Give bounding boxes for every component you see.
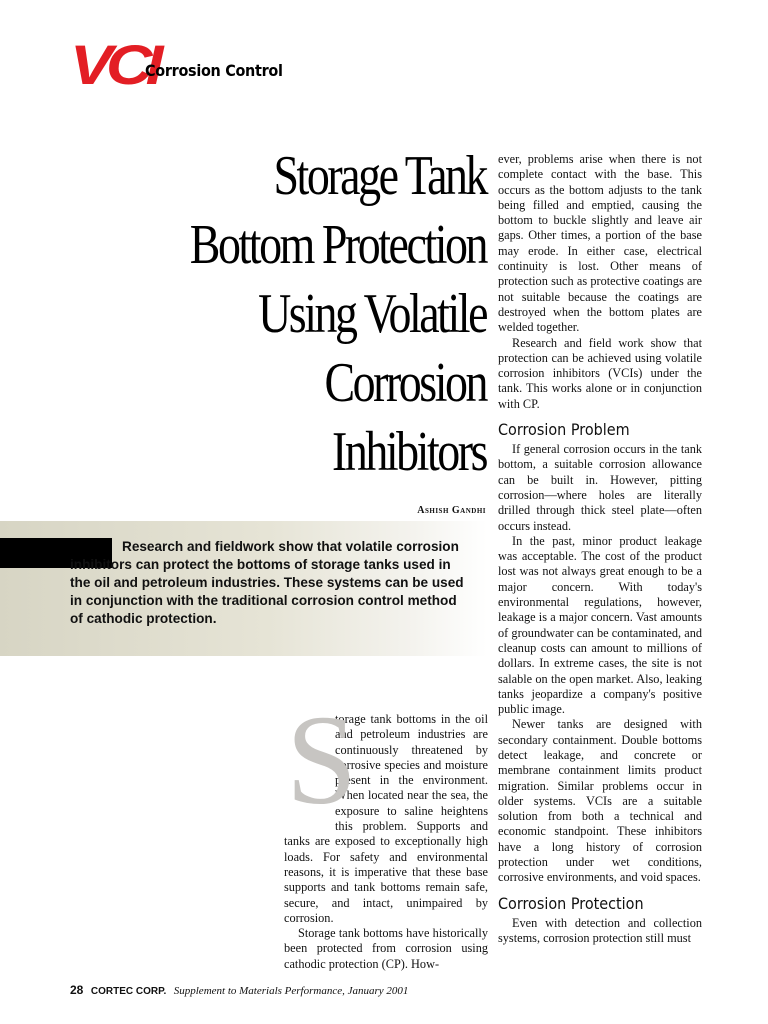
page-number: 28 [70, 983, 84, 997]
paragraph: torage tank bottoms in the oil and petroleum industries are continuously threatened by corrosive species and moisture present in the environment. When located near the sea, the exposure to saline heightens this problem. Supports and tanks are exposed to exceptionally high loads. For safety and environmental reasons, it is imperative that these base supports and tank bottoms remain safe, secure, and intact, unimpaired by corrosion. [284, 712, 488, 925]
footer-publication: Supplement to Materials Performance, January 2001 [173, 985, 409, 997]
title-line: Using Volatile [258, 283, 486, 345]
title-line: Storage Tank [273, 145, 486, 207]
author-byline: Ashish Gandhi [417, 505, 486, 516]
abstract [70, 538, 470, 628]
vci-logo [70, 40, 290, 90]
logo-letters: VCI [70, 40, 157, 90]
section-heading: Corrosion Protection [498, 893, 644, 913]
paragraph: Research and field work show that protection can be achieved using volatile corrosion inhibitors (VCIs) under the tank. This works alone or in conjunction with CP. [498, 335, 702, 411]
logo-subtitle: Corrosion Control [145, 61, 283, 80]
drop-cap: S [286, 689, 358, 831]
title-line: Bottom Protection [189, 214, 486, 276]
title-line: Corrosion [324, 352, 486, 414]
paragraph: Newer tanks are designed with secondary containment. Double bottoms detect leakage, and concrete or membrane containment limits product migration. Similar problems occur in older systems. VCIs are a suitable solution from both a technical and economic standpoint. These inhibitors have a long history of corrosion protection under wet conditions, corrosive environments, and void spaces. [498, 717, 702, 885]
paragraph: In the past, minor product leakage was acceptable. The cost of the product lost was not always great enough to be a major concern. With today's environmental regulations, however, leakage is a major concern. Vast amounts of groundwater can be contaminated, and cleanup costs can amount to millions of dollars. In extreme cases, the site is not salable on the open market. Also, leaking tanks jeopardize a company's positive public image. [498, 533, 702, 717]
article-title [158, 142, 486, 487]
paragraph: If general corrosion occurs in the tank bottom, a suitable corrosion allowance can be built in. However, pitting corrosion—where holes are literally drilled through thick steel plate—often occurs instead. [498, 442, 702, 533]
paragraph: Even with detection and collection systems, corrosion protection still must [498, 915, 702, 945]
page-footer [70, 983, 408, 997]
paragraph: Storage tank bottoms have historically been protected from corrosion using cathodic protection (CP). How- [284, 926, 488, 971]
abstract-text: Research and fieldwork show that volatile corrosion inhibitors can protect the bottoms of storage tanks used in the oil and petroleum industries. These systems can be used in conjunction with the traditional corrosion control method of cathodic protection. [70, 539, 464, 626]
column-2 [498, 152, 702, 946]
footer-company: CORTEC CORP. [90, 986, 167, 997]
section-heading: Corrosion Problem [498, 420, 630, 440]
paragraph: ever, problems arise when there is not complete contact with the base. This occurs as the bottom adjusts to the tank being filled and emptied, causing the bottom to buckle slightly and leave air gaps. Other times, a portion of the base may erode. In either case, electrical continuity is lost. Other means of protection such as protective coatings are not suitable because the coatings are destroyed when the bottom plates are welded together. [498, 152, 702, 335]
column-1 [284, 689, 488, 972]
title-line: Inhibitors [332, 421, 486, 483]
